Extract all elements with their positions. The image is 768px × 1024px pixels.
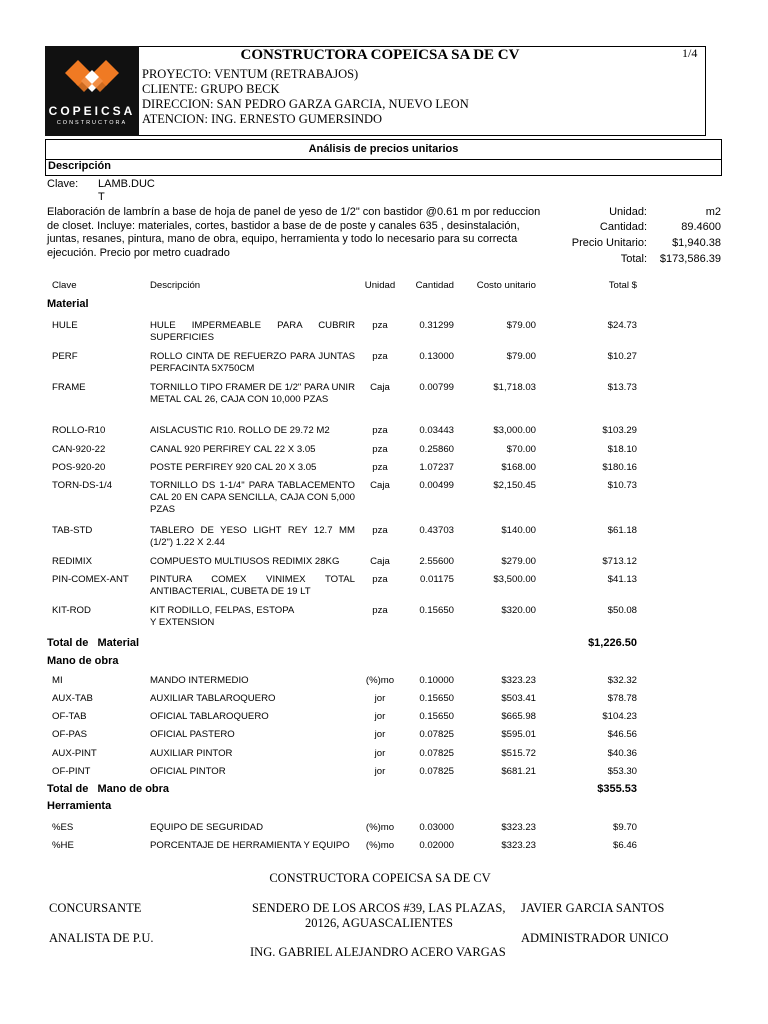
row-desc: OFICIAL PINTOR	[150, 766, 226, 777]
clave-label: Clave:	[47, 178, 79, 190]
description-line: de closet. Incluye: materiales, cortes, bastidor a base de de poste y canales 635 , desinstalación,	[47, 219, 520, 232]
row-desc: EQUIPO DE SEGURIDAD	[150, 822, 264, 833]
row-desc: CANAL 920 PERFIREY CAL 22 X 3.05	[150, 444, 316, 455]
mano-obra-total-label: Total de Mano de obra	[47, 783, 170, 795]
row-clave: %ES	[52, 822, 74, 833]
row-clave: REDIMIX	[52, 556, 92, 567]
row-clave: AUX-PINT	[52, 748, 97, 759]
row-desc: OFICIAL TABLAROQUERO	[150, 711, 269, 722]
row-costo: $2,150.45	[493, 480, 536, 491]
row-cantidad: 0.02000	[419, 840, 454, 851]
row-clave: %HE	[52, 840, 74, 851]
row-unidad: jor	[374, 729, 386, 740]
row-unidad: pza	[372, 462, 388, 473]
row-costo: $3,500.00	[493, 574, 536, 585]
row-clave: OF-PINT	[52, 766, 91, 777]
row-cantidad: 0.31299	[419, 320, 454, 331]
clave-value-line2: T	[98, 191, 105, 203]
page-number: 1/4	[682, 46, 698, 60]
row-cantidad: 0.03443	[419, 425, 454, 436]
footer-admin: ADMINISTRADOR UNICO	[521, 931, 669, 945]
logo-subtitle: CONSTRUCTORA	[56, 120, 128, 126]
row-unidad: pza	[372, 425, 388, 436]
row-cantidad: 0.00799	[419, 382, 454, 393]
footer-address-line1: SENDERO DE LOS ARCOS #39, LAS PLAZAS,	[252, 901, 506, 915]
row-total: $18.10	[607, 444, 637, 455]
footer-company: CONSTRUCTORA COPEICSA SA DE CV	[269, 871, 491, 885]
row-costo: $140.00	[501, 525, 536, 536]
row-total: $46.56	[607, 729, 637, 740]
row-desc: AISLACUSTIC R10. ROLLO DE 29.72 M2	[150, 425, 330, 436]
row-desc: PORCENTAJE DE HERRAMIENTA Y EQUIPO	[150, 840, 350, 851]
row-clave: OF-PAS	[52, 729, 88, 740]
row-clave: AUX-TAB	[52, 693, 93, 704]
row-unidad: pza	[372, 605, 388, 616]
row-costo: $665.98	[501, 711, 536, 722]
row-costo: $323.23	[501, 675, 536, 686]
row-desc: TABLERO DE YESO LIGHT REY 12.7 MM (1/2") 1.22 X 2.44	[150, 525, 355, 548]
header-clave: Clave	[52, 280, 77, 291]
row-total: $10.27	[607, 351, 637, 362]
row-total: $40.36	[607, 748, 637, 759]
project-line: PROYECTO: VENTUM (RETRABAJOS)	[142, 67, 359, 81]
attention-line: ATENCION: ING. ERNESTO GUMERSINDO	[142, 112, 383, 126]
total-value: $173,586.39	[659, 253, 721, 265]
section-title: Análisis de precios unitarios	[45, 139, 722, 160]
row-clave: TORN-DS-1/4	[52, 480, 113, 491]
footer-analista: ANALISTA DE P.U.	[49, 931, 154, 945]
total-label: Total:	[620, 253, 647, 265]
row-total: $32.32	[607, 675, 637, 686]
row-clave: FRAME	[52, 382, 86, 393]
row-clave: ROLLO-R10	[52, 425, 106, 436]
row-costo: $168.00	[501, 462, 536, 473]
row-unidad: pza	[372, 320, 388, 331]
row-costo: $515.72	[501, 748, 536, 759]
row-cantidad: 0.13000	[419, 351, 454, 362]
precio-unitario-label: Precio Unitario:	[571, 237, 647, 249]
row-costo: $681.21	[501, 766, 536, 777]
row-cantidad: 2.55600	[419, 556, 454, 567]
row-desc: MANDO INTERMEDIO	[150, 675, 249, 686]
row-clave: MI	[52, 675, 63, 686]
header-cantidad: Cantidad	[415, 280, 454, 291]
row-cantidad: 0.00499	[419, 480, 454, 491]
row-total: $9.70	[612, 822, 637, 833]
company-title: CONSTRUCTORA COPEICSA SA DE CV	[240, 47, 520, 63]
row-costo: $70.00	[506, 444, 536, 455]
clave-value-line1: LAMB.DUC	[98, 178, 155, 190]
address-line: DIRECCION: SAN PEDRO GARZA GARCIA, NUEVO LEON	[142, 97, 469, 111]
row-desc: HULE IMPERMEABLE PARA CUBRIR SUPERFICIES	[150, 320, 355, 343]
company-logo	[45, 46, 139, 136]
material-section-title: Material	[47, 298, 89, 310]
row-cantidad: 0.43703	[419, 525, 454, 536]
row-clave: POS-920-20	[52, 462, 106, 473]
footer-concursante: CONCURSANTE	[49, 901, 142, 915]
row-cantidad: 0.07825	[419, 766, 454, 777]
mano-obra-section-title: Mano de obra	[47, 655, 119, 667]
row-total: $10.73	[607, 480, 637, 491]
row-total: $50.08	[607, 605, 637, 616]
row-costo: $79.00	[506, 320, 536, 331]
description-label: Descripción	[45, 159, 722, 176]
row-cantidad: 0.15650	[419, 693, 454, 704]
mano-obra-total-value: $355.53	[597, 783, 637, 795]
row-cantidad: 0.01175	[420, 574, 454, 585]
row-unidad: (%)mo	[365, 822, 395, 833]
row-costo: $595.01	[501, 729, 536, 740]
row-unidad: (%)mo	[365, 840, 395, 851]
row-total: $103.29	[602, 425, 637, 436]
row-unidad: Caja	[370, 382, 390, 393]
row-costo: $1,718.03	[493, 382, 536, 393]
description-line: juntas, resanes, pintura, mano de obra, equipo, herramienta y todo lo necesario para su correcta	[47, 233, 518, 245]
row-clave: CAN-920-22	[52, 444, 106, 455]
row-costo: $3,000.00	[493, 425, 536, 436]
row-costo: $79.00	[506, 351, 536, 362]
cantidad-value: 89.4600	[681, 221, 721, 233]
row-unidad: pza	[372, 574, 388, 585]
unidad-label: Unidad:	[609, 206, 647, 218]
row-cantidad: 0.15650	[419, 605, 454, 616]
row-clave: KIT-ROD	[52, 605, 91, 616]
row-total: $6.46	[612, 840, 637, 851]
footer-address-line2: 20126, AGUASCALIENTES	[305, 916, 453, 930]
header-total: Total $	[608, 280, 637, 291]
row-clave: TAB-STD	[52, 525, 93, 536]
row-desc: AUXILIAR PINTOR	[150, 748, 233, 759]
row-unidad: jor	[374, 693, 386, 704]
row-clave: HULE	[52, 320, 78, 331]
row-cantidad: 0.07825	[419, 748, 454, 759]
row-clave: OF-TAB	[52, 711, 87, 722]
row-costo: $320.00	[501, 605, 536, 616]
row-unidad: jor	[374, 711, 386, 722]
row-costo: $323.23	[501, 822, 536, 833]
row-costo: $323.23	[501, 840, 536, 851]
row-desc: PINTURA COMEX VINIMEX TOTAL ANTIBACTERIAL, CUBETA DE 19 LT	[150, 574, 355, 597]
row-desc: ROLLO CINTA DE REFUERZO PARA JUNTAS PERFACINTA 5X750CM	[150, 351, 355, 374]
row-costo: $279.00	[501, 556, 536, 567]
row-desc: COMPUESTO MULTIUSOS REDIMIX 28KG	[150, 556, 340, 567]
row-desc: POSTE PERFIREY 920 CAL 20 X 3.05	[150, 462, 317, 473]
row-costo: $503.41	[501, 693, 536, 704]
row-cantidad: 0.25860	[419, 444, 454, 455]
concept-description	[47, 206, 540, 260]
row-total: $13.73	[607, 382, 637, 393]
row-desc: TORNILLO TIPO FRAMER DE 1/2" PARA UNIR METAL CAL 26, CAJA CON 10,000 PZAS	[150, 382, 355, 405]
row-total: $24.73	[607, 320, 637, 331]
row-total: $61.18	[607, 525, 637, 536]
row-cantidad: 0.15650	[419, 711, 454, 722]
row-desc: TORNILLO DS 1-1/4" PARA TABLACEMENTO CAL 20 EN CAPA SENCILLA, CAJA CON 5,000 PZAS	[150, 480, 355, 515]
row-cantidad: 0.07825	[419, 729, 454, 740]
material-total-value: $1,226.50	[588, 637, 637, 649]
row-unidad: pza	[372, 351, 388, 362]
row-unidad: jor	[374, 766, 386, 777]
row-desc: OFICIAL PASTERO	[150, 729, 235, 740]
client-line: CLIENTE: GRUPO BECK	[142, 82, 280, 96]
description-line: Elaboración de lambrín a base de hoja de panel de yeso de 1/2" con bastidor @0.61 m por reduccion	[47, 206, 541, 218]
row-total: $41.13	[607, 574, 637, 585]
logo-name: COPEICSA	[48, 104, 136, 118]
row-unidad: Caja	[370, 556, 390, 567]
row-desc: KIT RODILLO, FELPAS, ESTOPA Y EXTENSION	[150, 605, 295, 628]
row-unidad: pza	[372, 525, 388, 536]
row-unidad: jor	[374, 748, 386, 759]
row-unidad: (%)mo	[365, 675, 395, 686]
unidad-value: m2	[705, 206, 721, 218]
row-clave: PIN-COMEX-ANT	[52, 574, 129, 585]
row-total: $78.78	[607, 693, 637, 704]
row-total: $713.12	[602, 556, 637, 567]
herramienta-section-title: Herramienta	[47, 800, 112, 812]
row-total: $104.23	[602, 711, 637, 722]
row-cantidad: 0.03000	[419, 822, 454, 833]
row-unidad: pza	[372, 444, 388, 455]
row-desc: AUXILIAR TABLAROQUERO	[150, 693, 276, 704]
row-unidad: Caja	[370, 480, 390, 491]
precio-unitario-value: $1,940.38	[672, 237, 721, 249]
row-clave: PERF	[52, 351, 78, 362]
footer-signer: JAVIER GARCIA SANTOS	[521, 901, 665, 915]
row-total: $53.30	[607, 766, 637, 777]
footer-analyst-name: ING. GABRIEL ALEJANDRO ACERO VARGAS	[250, 945, 506, 959]
header-costo: Costo unitario	[476, 280, 536, 291]
header-unidad: Unidad	[364, 280, 396, 291]
row-cantidad: 1.07237	[419, 462, 454, 473]
description-line: ejecución. Precio por metro cuadrado	[47, 246, 230, 259]
cantidad-label: Cantidad:	[599, 221, 647, 233]
header-descripcion: Descripción	[150, 280, 201, 291]
row-cantidad: 0.10000	[419, 675, 454, 686]
material-total-label: Total de Material	[47, 637, 140, 649]
row-total: $180.16	[602, 462, 637, 473]
